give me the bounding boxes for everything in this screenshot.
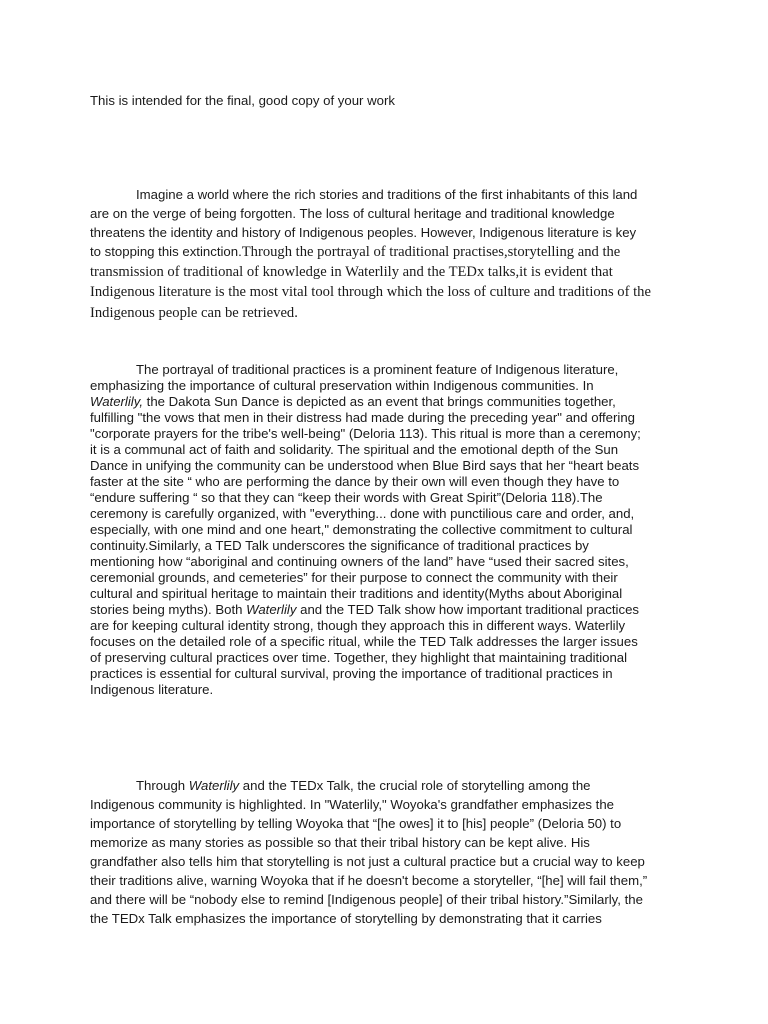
- line-segment: .: [294, 305, 298, 321]
- paragraph-line: are on the verge of being forgotten. The loss of cultural heritage and traditional knowledge: [90, 206, 615, 221]
- paragraph-line: mentioning how “aboriginal and continuing owners of the land” have “used their sacred sites,: [90, 554, 629, 569]
- paragraph-line: practices is essential for cultural survival, proving the importance of traditional practices in: [90, 666, 613, 681]
- paragraph-line: continuity.Similarly, a TED Talk underscores the significance of traditional practices by: [90, 538, 589, 553]
- paragraph-line: [90, 394, 616, 410]
- paragraph-line: and there will be “nobody else to remind [Indigenous people] of their tribal history.”Similarly, the: [90, 892, 643, 907]
- paragraph-line: [90, 305, 298, 321]
- paragraph-line: Imagine a world where the rich stories and traditions of the first inhabitants of this land: [136, 187, 638, 202]
- line-segment: the Dakota Sun Dance is depicted as an event that brings communities together,: [143, 394, 616, 409]
- paragraph-line: especially, with one mind and one heart," demonstrating the collective commitment to cultural: [90, 522, 633, 537]
- line-segment: Through: [136, 778, 189, 793]
- paragraph-line: ceremonial grounds, and cemeteries” for their purpose to connect the community with their: [90, 570, 618, 585]
- paragraph-line: ceremony is carefully organized, with "everything... done with punctilious care and order, and,: [90, 506, 635, 521]
- paragraph-line: "corporate prayers for the tribe's well-being" (Deloria 113). This ritual is more than a ceremony;: [90, 426, 641, 441]
- paragraph-line: transmission of traditional of knowledge in Waterlily and the TEDx talks,it is evident that: [90, 264, 613, 280]
- paragraph-line: emphasizing the importance of cultural preservation within Indigenous communities. In: [90, 378, 594, 393]
- paragraph-line: threatens the identity and history of Indigenous peoples. However, Indigenous literature is key: [90, 225, 637, 240]
- paragraph-line: importance of storytelling by telling Woyoka that “[he owes] it to [his] people” (Deloria 50) to: [90, 816, 622, 831]
- paragraph-line: Indigenous community is highlighted. In "Waterlily," Woyoka's grandfather emphasizes the: [90, 797, 615, 812]
- paragraph-line: [136, 778, 591, 794]
- line-segment: and the TEDx Talk, the crucial role of storytelling among the: [239, 778, 591, 793]
- paragraph-line: [90, 602, 639, 618]
- book-title: Waterlily: [246, 602, 297, 617]
- header-note: This is intended for the final, good copy of your work: [90, 93, 395, 108]
- book-title: Waterlily: [188, 778, 240, 793]
- line-segment: and the TED Talk show how important traditional practices: [296, 602, 640, 617]
- paragraph-line: [90, 244, 620, 260]
- paragraph-line: Indigenous literature.: [90, 682, 214, 697]
- line-segment: Through the portrayal of traditional practises,storytelling and the: [241, 244, 621, 260]
- paragraph-line: Dance in unifying the community can be understood when Blue Bird says that her “heart beats: [90, 458, 640, 473]
- paragraph-line: focuses on the detailed role of a specific ritual, while the TED Talk addresses the larger issues: [90, 634, 638, 649]
- paragraph-line: cultural and spiritual heritage to maintain their traditions and identity(Myths about Aboriginal: [90, 586, 623, 601]
- paragraph-line: it is a communal act of faith and solidarity. The spiritual and the emotional depth of the Sun: [90, 442, 619, 457]
- paragraph-line: memorize as many stories as possible so that their tribal history can be kept alive. His: [90, 835, 590, 850]
- paragraph-line: The portrayal of traditional practices is a prominent feature of Indigenous literature,: [136, 362, 619, 377]
- paragraph-line: fulfilling "the vows that men in their distress had made during the preceding year" and offering: [90, 410, 635, 425]
- paragraph-line: “endure suffering “ so that they can “keep their words with Great Spirit”(Deloria 118).The: [90, 490, 603, 505]
- paragraph-line: Indigenous literature is the most vital tool through which the loss of culture and traditions of the: [90, 284, 651, 300]
- line-segment: to stopping this extinction.: [90, 244, 242, 259]
- paragraph-line: are for keeping cultural identity strong, though they approach this in different ways. Waterlily: [90, 618, 626, 633]
- line-segment: Indigenous people can be retrieved: [90, 305, 295, 321]
- book-title: Waterlily,: [90, 394, 143, 409]
- paragraph-line: of preserving cultural practices over time. Together, they highlight that maintaining traditional: [90, 650, 628, 665]
- paragraph-line: their traditions alive, warning Woyoka that if he doesn't become a storyteller, “[he] will fail them,”: [90, 873, 648, 888]
- paragraph-line: the TEDx Talk emphasizes the importance of storytelling by demonstrating that it carries: [90, 911, 602, 926]
- paragraph-line: grandfather also tells him that storytelling is not just a cultural practice but a crucial way to keep: [90, 854, 645, 869]
- paragraph-line: faster at the site “ who are performing the dance by their own will even though they have to: [90, 474, 620, 489]
- line-segment: stories being myths). Both: [90, 602, 247, 617]
